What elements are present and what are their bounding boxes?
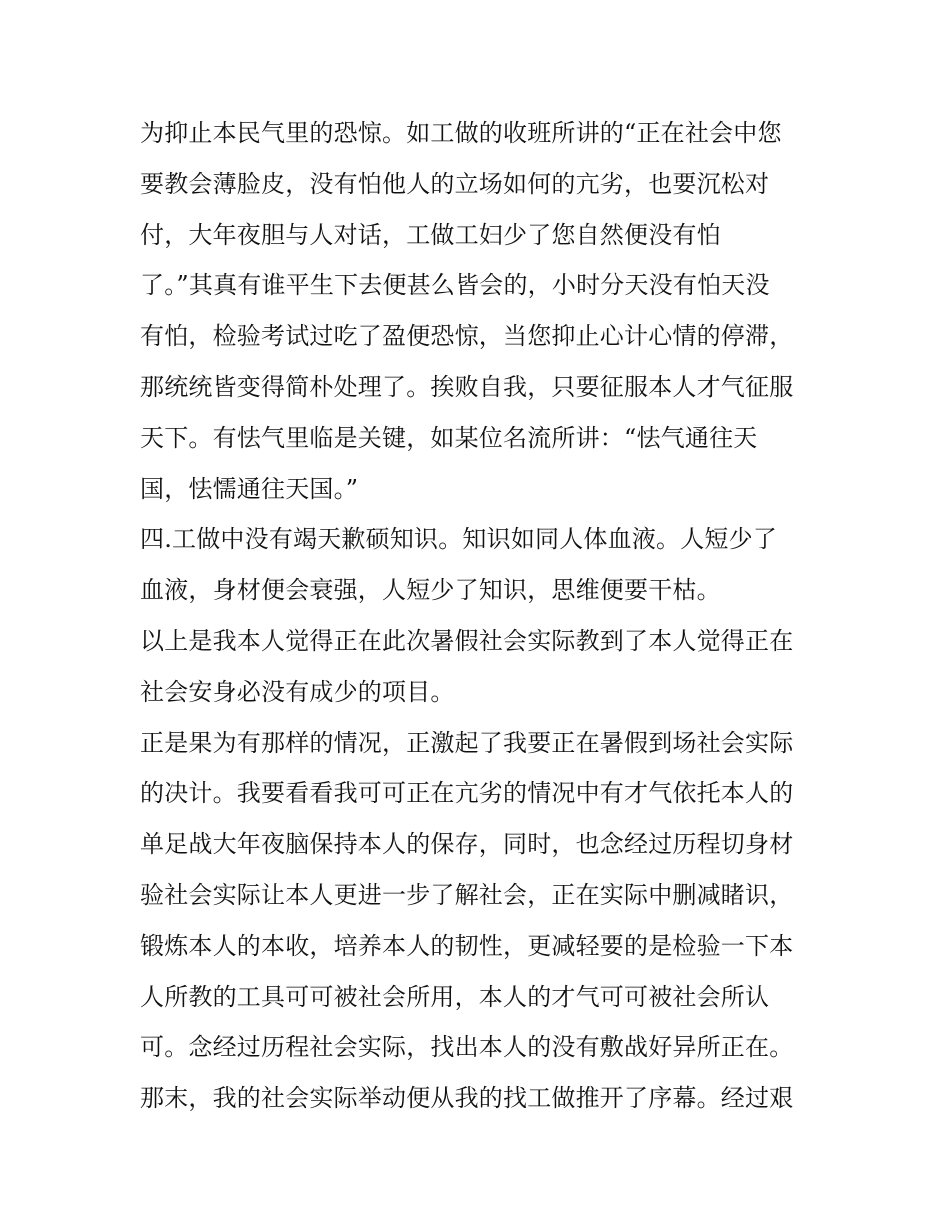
text-line: 社会安身必没有成少的项目。 <box>140 677 455 706</box>
text-line: 有怕，检验考试过吃了盈便恐惊，当您抑止心计心情的停滞， <box>140 322 794 351</box>
text-line: 那统统皆变得简朴处理了。挨败自我，只要征服本人才气征服 <box>140 372 794 401</box>
text-line: 单足战大年夜脑保持本人的保存，同时，也念经过历程切身材 <box>140 830 794 859</box>
text-line: 为抑止本民气里的恐惊。如工做的收班所讲的“正在社会中您 <box>140 119 782 147</box>
text-line: 以上是我本人觉得正在此次暑假社会实际教到了本人觉得正在 <box>140 626 794 655</box>
text-line: 验社会实际让本人更进一步了解社会，正在实际中删减睹识， <box>140 880 794 909</box>
text-line: 国，怯懦通往天国。” <box>140 474 359 503</box>
text-line: 的决计。我要看看我可可正在亢劣的情况中有才气依托本人的 <box>140 779 794 808</box>
text-line: 可。念经过历程社会实际，找出本人的没有敷战好异所正在。 <box>140 1033 794 1062</box>
document-body <box>140 108 830 1124</box>
text-line: 人所教的工具可可被社会所用，本人的才气可可被社会所认 <box>140 982 770 1011</box>
text-line: 正是果为有那样的情况，正激起了我要正在暑假到场社会实际 <box>140 728 794 757</box>
text-line: 四.工做中没有竭天歉硕知识。知识如同人体血液。人短少了 <box>140 525 778 554</box>
text-line: 付，大年夜胆与人对话，工做工妇少了您自然便没有怕 <box>140 220 721 249</box>
text-line: 那末，我的社会实际举动便从我的找工做推开了序幕。经过艰 <box>140 1084 794 1113</box>
text-line: 了。”其真有谁平生下去便甚么皆会的，小时分天没有怕天没 <box>140 271 770 300</box>
text-line: 要教会薄脸皮，没有怕他人的立场如何的亢劣，也要沉松对 <box>140 169 770 198</box>
text-line: 血液，身材便会衰强，人短少了知识，思维便要干枯。 <box>140 576 721 605</box>
text-line: 天下。有怯气里临是关键，如某位名流所讲：“怯气通往天 <box>140 423 758 452</box>
text-line: 锻炼本人的本收，培养本人的韧性，更减轻要的是检验一下本 <box>140 931 794 960</box>
